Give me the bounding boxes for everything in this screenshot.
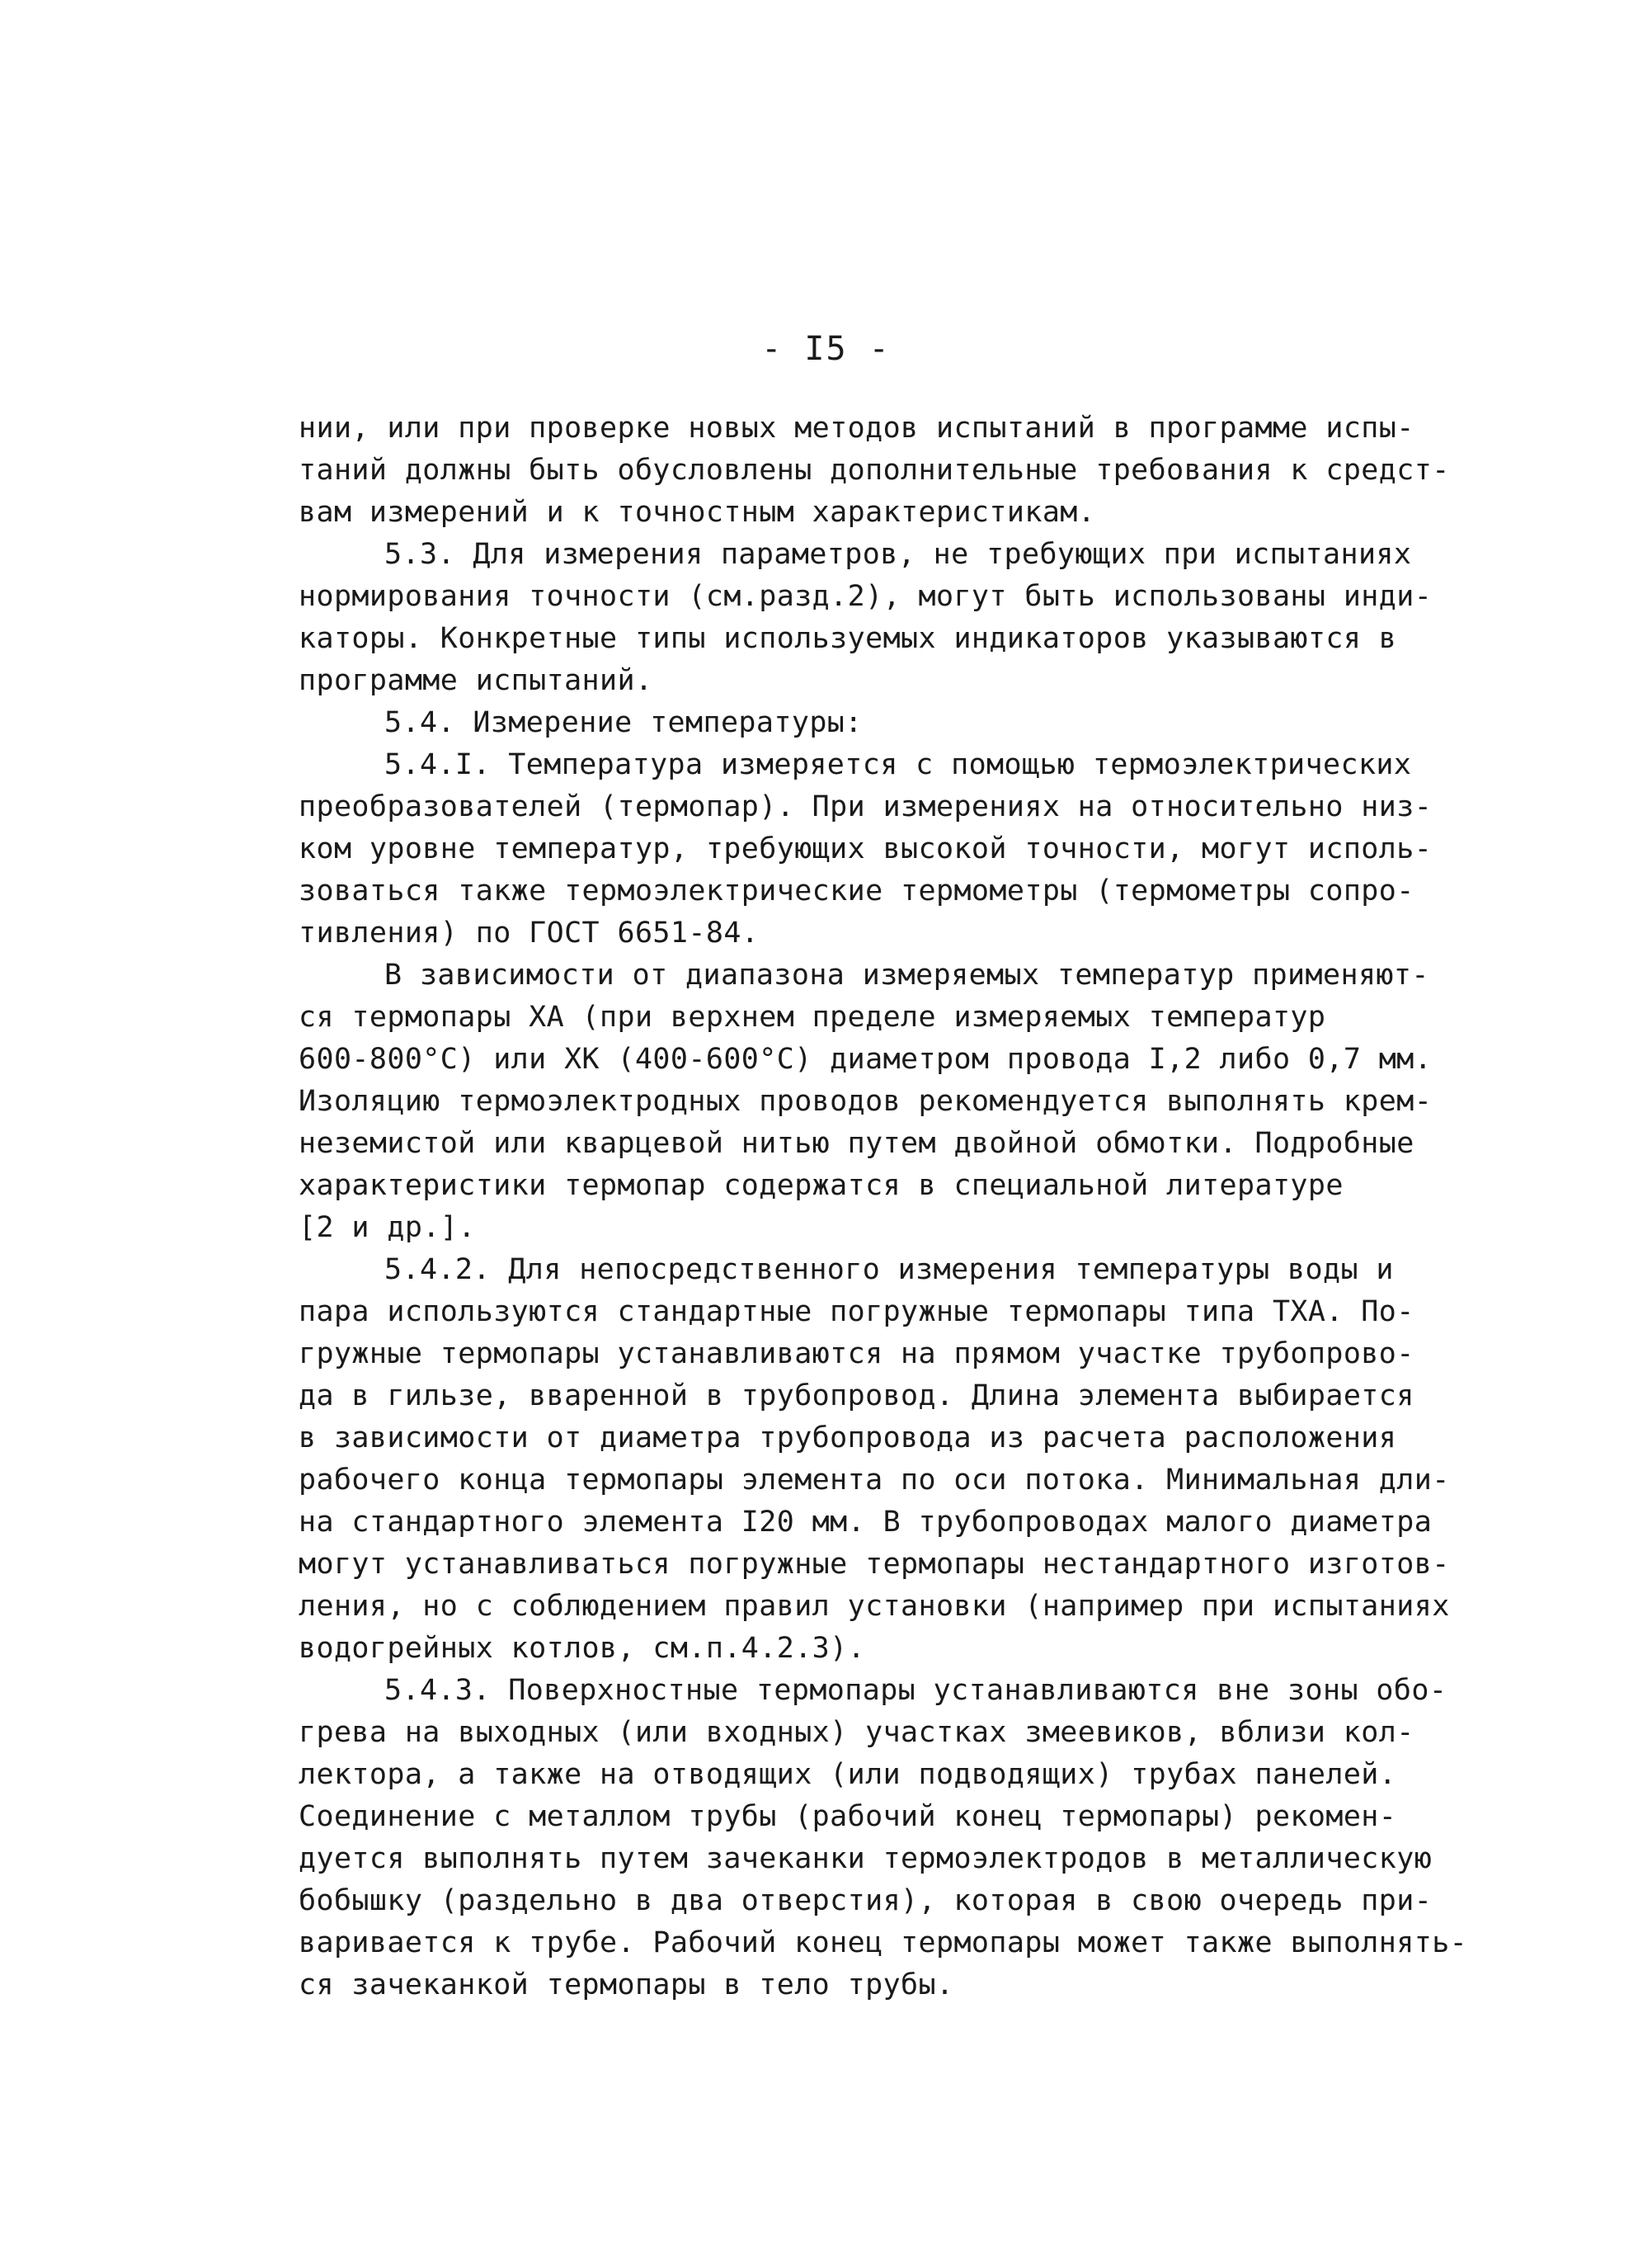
text-line: варивается к трубе. Рабочий конец термопары может также выполнять- bbox=[299, 1926, 1468, 1959]
text-line: водогрейных котлов, см.п.4.2.3). bbox=[299, 1632, 866, 1665]
text-line: 600-800°С) или ХК (400-600°С) диаметром провода I,2 либо 0,7 мм. bbox=[299, 1043, 1433, 1076]
text-line: пара используются стандартные погружные термопары типа ТХА. По- bbox=[299, 1295, 1414, 1328]
text-line: Соединение с металлом трубы (рабочий конец термопары) рекомен- bbox=[299, 1800, 1397, 1833]
text-line: характеристики термопар содержатся в специальной литературе bbox=[299, 1169, 1344, 1202]
text-line: неземистой или кварцевой нитью путем двойной обмотки. Подробные bbox=[299, 1127, 1414, 1160]
text-line: ком уровне температур, требующих высокой точности, могут исполь- bbox=[299, 832, 1433, 865]
text-line: гружные термопары устанавливаются на прямом участке трубопрово- bbox=[299, 1337, 1414, 1370]
text-line: в зависимости от диаметра трубопровода из расчета расположения bbox=[299, 1421, 1397, 1454]
text-line: вам измерений и к точностным характеристикам. bbox=[299, 496, 1096, 529]
text-line: 5.4.2. Для непосредственного измерения температуры воды и bbox=[384, 1253, 1394, 1286]
text-line: каторы. Конкретные типы используемых индикаторов указываются в bbox=[299, 622, 1397, 655]
text-line: грева на выходных (или входных) участках змеевиков, вблизи кол- bbox=[299, 1716, 1414, 1749]
text-line: 5.4. Измерение температуры: bbox=[384, 706, 863, 739]
text-line: рабочего конца термопары элемента по оси потока. Минимальная дли- bbox=[299, 1464, 1450, 1497]
text-line: тивления) по ГОСТ 6651-84. bbox=[299, 917, 760, 950]
text-line: 5.4.3. Поверхностные термопары устанавливаются вне зоны обо- bbox=[384, 1674, 1447, 1707]
text-line: таний должны быть обусловлены дополнительные требования к средст- bbox=[299, 454, 1450, 487]
text-line: зоваться также термоэлектрические термометры (термометры сопро- bbox=[299, 874, 1414, 907]
text-line: бобышку (раздельно в два отверстия), которая в свою очередь при- bbox=[299, 1884, 1433, 1917]
text-line: 5.3. Для измерения параметров, не требующих при испытаниях bbox=[384, 538, 1412, 571]
text-line: [2 и др.]. bbox=[299, 1211, 476, 1244]
text-line: лектора, а также на отводящих (или подводящих) трубах панелей. bbox=[299, 1758, 1397, 1791]
text-line: могут устанавливаться погружные термопары нестандартного изготов- bbox=[299, 1548, 1450, 1581]
text-line: на стандартного элемента I20 мм. В трубопроводах малого диаметра bbox=[299, 1506, 1433, 1539]
text-line: дуется выполнять путем зачеканки термоэлектродов в металлическую bbox=[299, 1842, 1433, 1875]
text-line: преобразователей (термопар). При измерениях на относительно низ- bbox=[299, 790, 1433, 823]
text-line: В зависимости от диапазона измеряемых температур применяют- bbox=[384, 959, 1429, 992]
text-line: программе испытаний. bbox=[299, 664, 653, 697]
text-line: ся зачеканкой термопары в тело трубы. bbox=[299, 1968, 954, 2001]
text-line: нии, или при проверке новых методов испытаний в программе испы- bbox=[299, 412, 1414, 445]
text-line: ся термопары ХА (при верхнем пределе измеряемых температур bbox=[299, 1001, 1326, 1034]
text-line: да в гильзе, вваренной в трубопровод. Длина элемента выбирается bbox=[299, 1379, 1414, 1412]
page-number: - I5 - bbox=[761, 330, 891, 368]
text-line: 5.4.I. Температура измеряется с помощью термоэлектрических bbox=[384, 748, 1412, 781]
text-line: ления, но с соблюдением правил установки (например при испытаниях bbox=[299, 1590, 1450, 1623]
text-line: нормирования точности (см.разд.2), могут быть использованы инди- bbox=[299, 580, 1433, 613]
text-line: Изоляцию термоэлектродных проводов рекомендуется выполнять крем- bbox=[299, 1085, 1433, 1118]
